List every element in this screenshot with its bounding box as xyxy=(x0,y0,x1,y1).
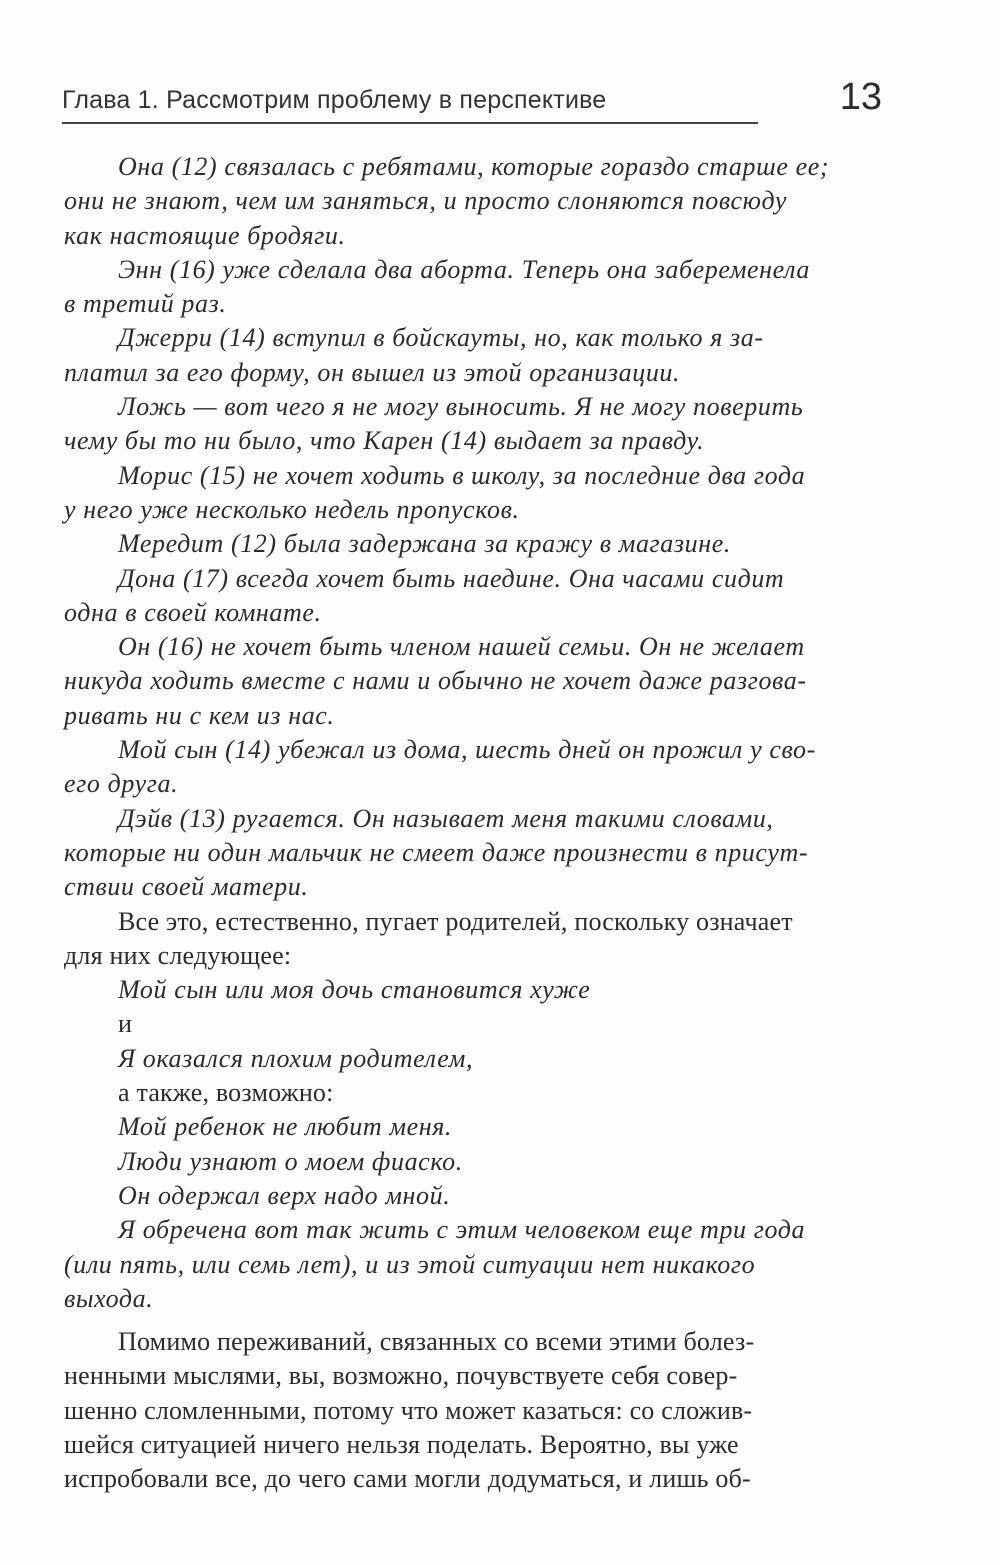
text-line: они не знают, чем им заняться, и просто слоняются повсюду xyxy=(64,186,788,216)
text-line: чему бы то ни было, что Карен (14) выдает за правду. xyxy=(64,426,705,456)
text-line: у него уже несколько недель пропусков. xyxy=(64,494,520,524)
text-line: Морис (15) не хочет ходить в школу, за последние два года xyxy=(118,460,806,490)
text-line: Он одержал верх надо мной. xyxy=(118,1180,451,1210)
text-line: а также, возможно: xyxy=(118,1078,334,1108)
text-line: никуда ходить вместе с нами и обычно не хочет даже разгова- xyxy=(64,666,807,696)
text-line: Мой ребенок не любит меня. xyxy=(118,1112,452,1142)
text-line: Все это, естественно, пугает родителей, поскольку означает xyxy=(118,906,793,936)
text-line: Энн (16) уже сделала два аборта. Теперь она забеременела xyxy=(118,254,811,284)
text-line: как настоящие бродяги. xyxy=(64,220,346,250)
text-line: ривать ни с кем из нас. xyxy=(64,700,335,730)
text-line: Мой сын или моя дочь становится хуже xyxy=(118,975,591,1005)
chapter-title: Глава 1. Рассмотрим проблему в перспективе xyxy=(62,86,607,114)
text-line: Я оказался плохим родителем, xyxy=(118,1043,474,1073)
text-line: в третий раз. xyxy=(64,289,227,319)
text-line: Он (16) не хочет быть членом нашей семьи. Он не желает xyxy=(118,632,805,662)
text-line: Ложь — вот чего я не могу выносить. Я не могу поверить xyxy=(118,392,804,422)
text-line: Помимо переживаний, связанных со всеми этими болез- xyxy=(118,1327,755,1357)
text-line: ненными мыслями, вы, возможно, почувствуете себя совер- xyxy=(64,1361,738,1391)
running-head xyxy=(62,72,882,124)
text-line: которые ни один мальчик не смеет даже произнести в присут- xyxy=(64,837,809,867)
text-line: выхода. xyxy=(64,1283,154,1313)
text-line: Мередит (12) была задержана за кражу в магазине. xyxy=(118,529,731,559)
text-line: Дэйв (13) ругается. Он называет меня такими словами, xyxy=(118,803,774,833)
text-line: для них следующее: xyxy=(64,940,292,970)
text-line: и xyxy=(118,1009,133,1039)
page-number: 13 xyxy=(839,76,882,118)
text-line: одна в своей комнате. xyxy=(64,597,322,627)
text-line: Мой сын (14) убежал из дома, шесть дней он прожил у сво- xyxy=(118,735,816,765)
text-line: его друга. xyxy=(64,769,179,799)
header-rule xyxy=(62,122,758,124)
paragraph-gap xyxy=(118,1316,882,1325)
text-line: испробовали все, до чего сами могли додуматься, и лишь об- xyxy=(64,1464,751,1494)
text-line: Дона (17) всегда хочет быть наедине. Она часами сидит xyxy=(118,563,785,593)
text-line: шенно сломленными, потому что может казаться: со сложив- xyxy=(64,1395,753,1425)
text-line: шейся ситуацией ничего нельзя поделать. Вероятно, вы уже xyxy=(64,1429,739,1459)
text-line: Люди узнают о моем фиаско. xyxy=(118,1146,463,1176)
text-line: Она (12) связалась с ребятами, которые гораздо старше ее; xyxy=(118,152,830,181)
text-line: платил за его форму, он вышел из этой организации. xyxy=(64,357,681,387)
body-text xyxy=(64,150,882,1497)
text-line: Я обречена вот так жить с этим человеком еще три года xyxy=(118,1215,806,1245)
text-line: (или пять, или семь лет), и из этой ситуации нет никакого xyxy=(64,1249,756,1279)
text-line: ствии своей матери. xyxy=(64,872,309,902)
text-line: Джерри (14) вступил в бойскауты, но, как только я за- xyxy=(118,323,764,353)
